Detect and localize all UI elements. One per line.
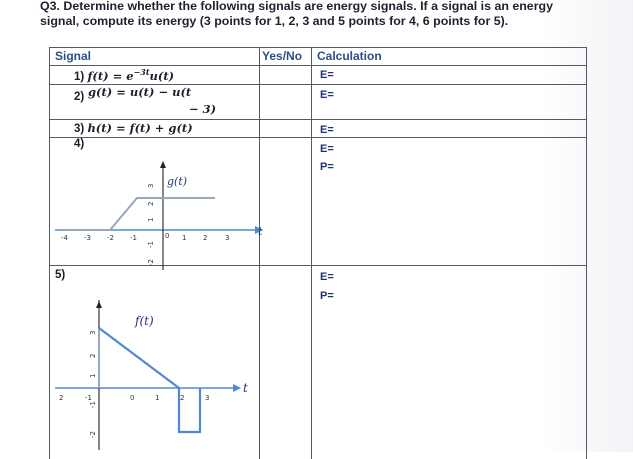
g-ytick: 2 [147,201,155,206]
f-ramp [99,328,179,388]
row-line-2 [49,119,587,120]
table-border-right [586,47,587,459]
g-signal-curve [63,198,215,230]
table-divider-yesno [311,47,312,459]
row3-signal: 3) h(t) = f(t) + g(t) [74,121,193,135]
f-xtick: 3 [205,394,210,402]
table-border-left [49,47,50,459]
f-xtick: 2 [59,394,64,402]
question-line-1: Q3. Determine whether the following signals are energy signals. If a signal is an energy [40,0,553,13]
header-calculation: Calculation [317,49,382,63]
row5-energy: E= [320,271,334,283]
row-line-3 [49,137,587,138]
g-xtick: -1 [130,234,137,242]
f-ytick: 2 [89,353,97,358]
g-xtick: -3 [84,234,91,242]
g-ytick: 1 [147,217,155,222]
table-border-top [49,47,587,48]
g-ytick: -1 [147,241,155,248]
row4-num: 4) [74,138,85,150]
g-ytick: 3 [147,183,155,188]
row2-num: 2) [74,91,85,103]
header-underline [49,65,587,66]
f-ytick: -1 [89,401,97,408]
f-xtick: 1 [155,394,160,402]
row5-num: 5) [55,269,66,281]
header-yes-no: Yes/No [262,49,303,63]
row5-power: P= [320,290,334,302]
f-xtick: -1 [85,394,92,402]
f-axis-var: t [243,381,248,395]
f-of-t-graph [55,300,265,450]
g-xtick: 2 [203,234,208,242]
row4-energy: E= [320,143,334,155]
row1-energy: E= [320,69,334,81]
f-xtick: 0 [130,394,135,402]
f-y-arrow-icon [96,301,102,308]
g-of-t-graph [55,160,265,275]
row1-signal: 1) $f(t) = e^{-3t}u(t)$ [74,67,175,83]
f-x-arrow-icon [233,384,241,392]
g-xtick: -2 [107,234,114,242]
g-xtick: -4 [61,234,68,242]
row2-energy: E= [320,89,334,101]
g-axis-var: t [258,225,263,238]
f-ytick: 3 [89,330,97,335]
g-xtick: 3 [225,234,230,242]
row3-energy: E= [320,124,334,136]
g-graph-title: g(t) [167,175,188,188]
g-xtick: 0 [165,232,170,240]
row2-expr: g(t) = u(t) − u(t [88,85,192,99]
g-xtick: 1 [182,234,187,242]
question-line-2: signal, compute its energy (3 points for 1, 2, 3 and 5 points for 4, 6 points for 5). [40,14,509,28]
header-signal: Signal [55,49,92,63]
g-ytick: -2 [147,259,155,266]
f-ytick: 1 [89,373,97,378]
f-ytick: -2 [89,431,97,438]
f-graph-title: f(t) [135,314,154,328]
row2-expr-cont: − 3) [189,102,217,116]
g-y-arrow-icon [160,161,166,168]
f-xtick: 2 [180,394,185,402]
row4-power: P= [320,161,334,173]
